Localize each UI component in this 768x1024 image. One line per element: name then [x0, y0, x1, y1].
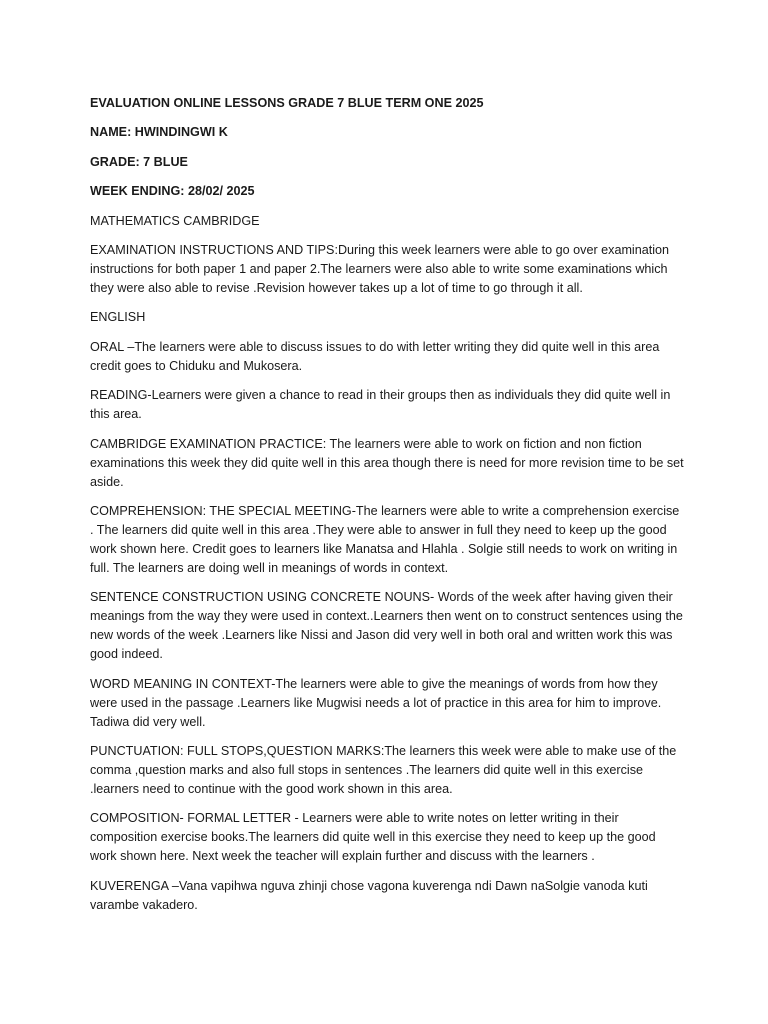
document-body — [90, 94, 685, 925]
paragraph-word-meaning: WORD MEANING IN CONTEXT-The learners were able to give the meanings of words from how they were used in the passage .Learners like Mugwisi needs a lot of practice in this area for him to improve. Tadiwa did very well. — [90, 676, 662, 729]
paragraph-kuverenga: KUVERENGA –Vana vapihwa nguva zhinji chose vagona kuverenga ndi Dawn naSolgie vanoda kuti varambe vakadero. — [90, 878, 648, 912]
paragraph-comprehension: COMPREHENSION: THE SPECIAL MEETING-The learners were able to write a comprehension exercise . The learners did quite well in this area .They were able to answer in full they need to keep up the good work shown here. Credit goes to learners like Manatsa and Hlahla . Solgie still needs to work on writing in full. The learners are doing well in meanings of words in context. — [90, 503, 680, 575]
paragraph-oral: ORAL –The learners were able to discuss issues to do with letter writing they did quite well in this area credit goes to Chiduku and Mukosera. — [90, 339, 660, 373]
paragraph-punctuation: PUNCTUATION: FULL STOPS,QUESTION MARKS:The learners this week were able to make use of the comma ,question marks and also full stops in sentences .The learners did quite well in this exercise .learners need to continue with the good work shown in this area. — [90, 744, 677, 797]
document-title: EVALUATION ONLINE LESSONS GRADE 7 BLUE TERM ONE 2025 — [90, 96, 484, 110]
section-heading-english: ENGLISH — [90, 310, 146, 325]
paragraph-reading: READING-Learners were given a chance to read in their groups then as individuals they did quite well in this area. — [90, 388, 671, 422]
paragraph-sentence-construction: SENTENCE CONSTRUCTION USING CONCRETE NOUNS- Words of the week after having given their meanings from the way they were used in context..Learners then went on to construct sentences using the new words of the week .Learners like Nissi and Jason did very well in both oral and written work this was good indeed. — [90, 590, 683, 662]
section-heading-mathematics: MATHEMATICS CAMBRIDGE — [90, 213, 260, 228]
student-name: NAME: HWINDINGWI K — [90, 125, 228, 140]
week-ending: WEEK ENDING: 28/02/ 2025 — [90, 184, 255, 199]
paragraph-cambridge-practice: CAMBRIDGE EXAMINATION PRACTICE: The learners were able to work on fiction and non fiction examinations this week they did quite well in this area though there is need for more revision time to be set aside. — [90, 436, 684, 489]
paragraph-examination-instructions: EXAMINATION INSTRUCTIONS AND TIPS:During this week learners were able to go over examination instructions for both paper 1 and paper 2.The learners were also able to write some examinations which they were also able to revise .Revision however takes up a lot of time to go through it all. — [90, 242, 670, 295]
grade-label: GRADE: 7 BLUE — [90, 154, 188, 169]
paragraph-composition: COMPOSITION- FORMAL LETTER - Learners were able to write notes on letter writing in their composition exercise books.The learners did quite well in this exercise they need to keep up the good work shown here. Next week the teacher will explain further and discuss with the learners . — [90, 811, 656, 864]
